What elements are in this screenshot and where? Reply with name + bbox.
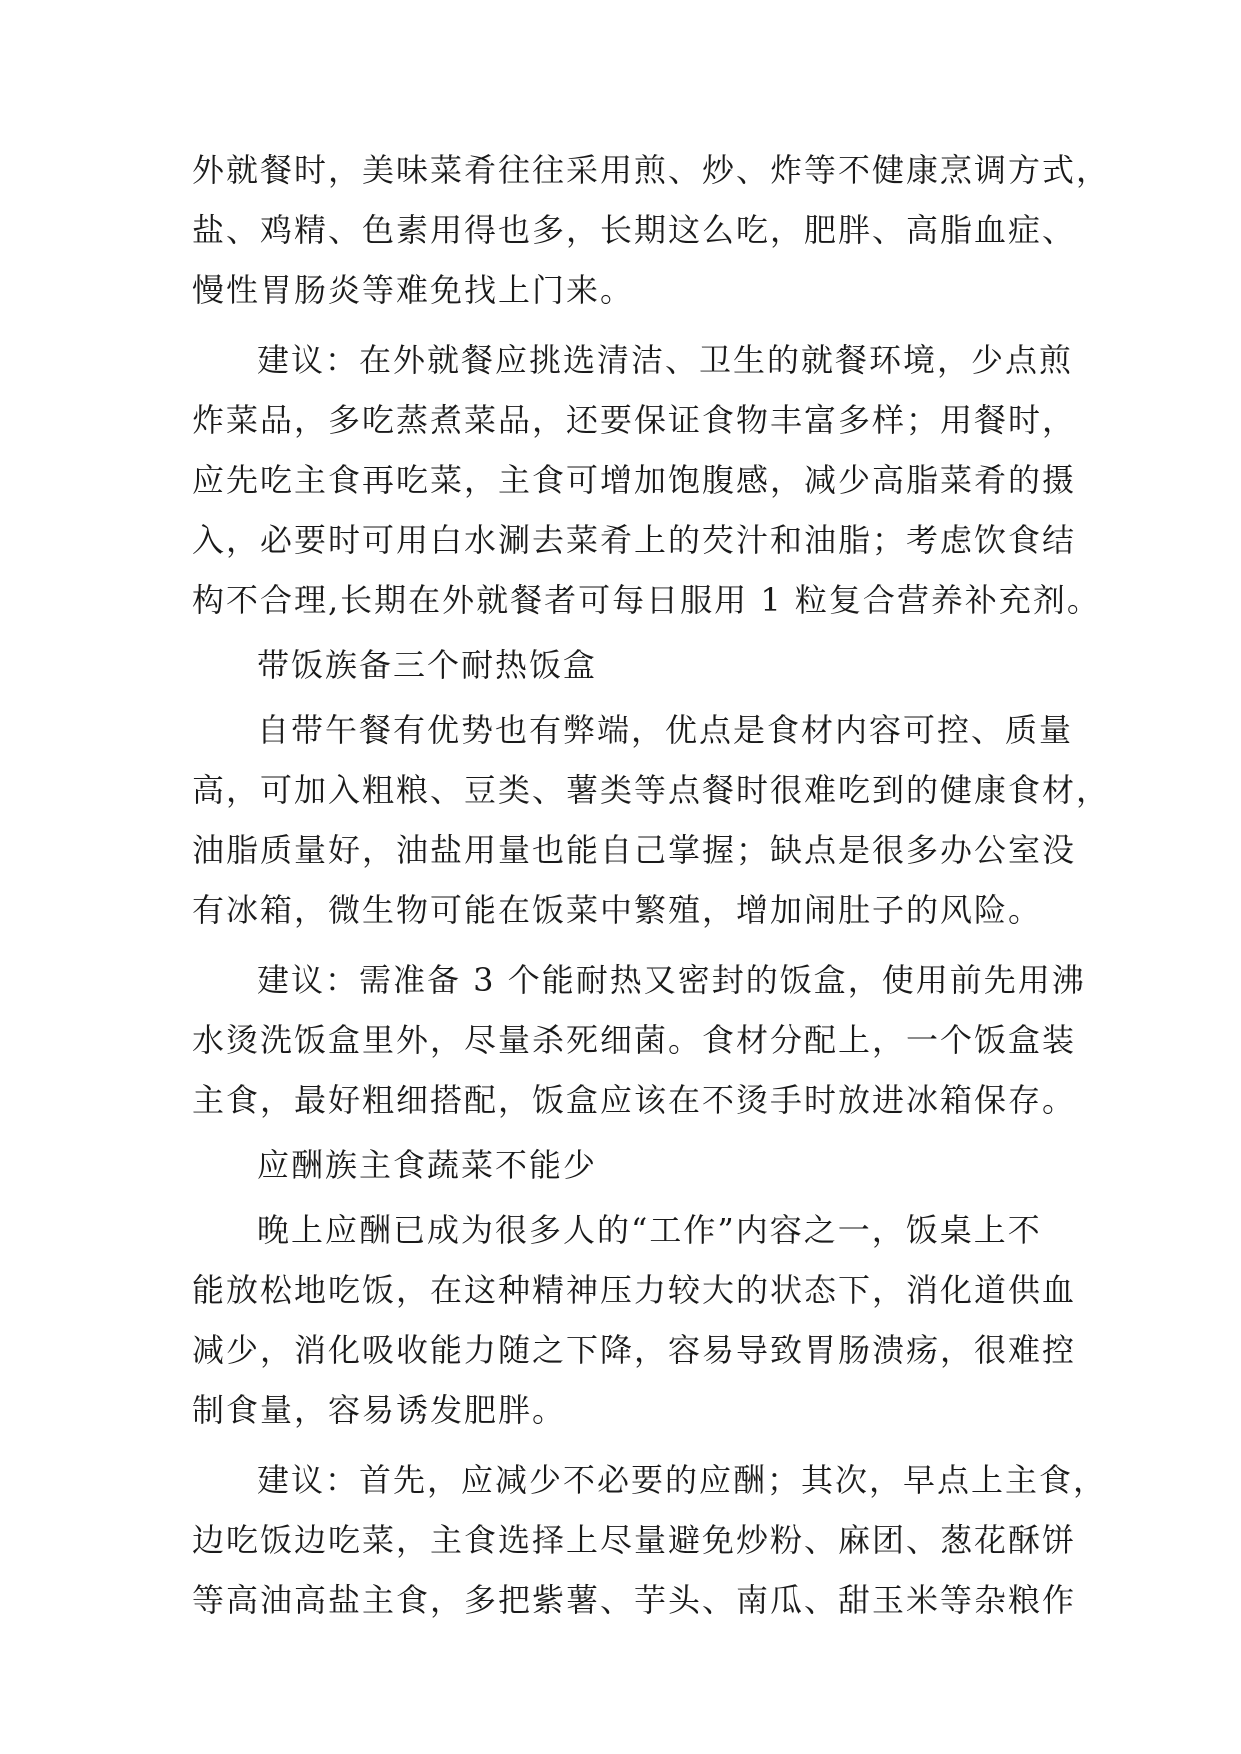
text-line: 建议：需准备 3 个能耐热又密封的饭盒，使用前先用沸 (257, 961, 1086, 999)
text-line: 能放松地吃饭，在这种精神压力较大的状态下，消化道供血 (192, 1271, 1077, 1309)
text-line: 入，必要时可用白水涮去菜肴上的芡汁和油脂；考虑饮食结 (192, 521, 1077, 559)
text-line: 等高油高盐主食，多把紫薯、芋头、南瓜、甜玉米等杂粮作 (192, 1581, 1077, 1619)
section-heading: 应酬族主食蔬菜不能少 (257, 1146, 598, 1184)
text-line: 水烫洗饭盒里外，尽量杀死细菌。食材分配上，一个饭盒装 (192, 1021, 1077, 1059)
text-line: 慢性胃肠炎等难免找上门来。 (192, 271, 635, 309)
text-line: 制食量，容易诱发肥胖。 (192, 1391, 567, 1429)
section-heading: 带饭族备三个耐热饭盒 (257, 646, 598, 684)
text-line: 盐、鸡精、色素用得也多，长期这么吃，肥胖、高脂血症、 (192, 211, 1077, 249)
text-line: 构不合理,长期在外就餐者可每日服用 1 粒复合营养补充剂。 (192, 581, 1101, 619)
text-line: 应先吃主食再吃菜，主食可增加饱腹感，减少高脂菜肴的摄 (192, 461, 1077, 499)
text-line: 晚上应酬已成为很多人的“工作”内容之一，饭桌上不 (257, 1211, 1042, 1249)
text-line: 炸菜品，多吃蒸煮菜品，还要保证食物丰富多样；用餐时， (192, 401, 1077, 439)
text-line: 边吃饭边吃菜，主食选择上尽量避免炒粉、麻团、葱花酥饼 (192, 1521, 1077, 1559)
text-line: 外就餐时，美味菜肴往往采用煎、炒、炸等不健康烹调方式， (192, 151, 1111, 189)
text-line: 油脂质量好，油盐用量也能自己掌握；缺点是很多办公室没 (192, 831, 1077, 869)
text-line: 建议：在外就餐应挑选清洁、卫生的就餐环境，少点煎 (257, 341, 1074, 379)
text-line: 有冰箱，微生物可能在饭菜中繁殖，增加闹肚子的风险。 (192, 891, 1043, 929)
text-line: 高，可加入粗粮、豆类、薯类等点餐时很难吃到的健康食材， (192, 771, 1111, 809)
text-line: 减少，消化吸收能力随之下降，容易导致胃肠溃疡，很难控 (192, 1331, 1077, 1369)
text-line: 自带午餐有优势也有弊端，优点是食材内容可控、质量 (257, 711, 1074, 749)
text-line: 建议：首先，应减少不必要的应酬；其次，早点上主食， (257, 1461, 1108, 1499)
text-line: 主食，最好粗细搭配，饭盒应该在不烫手时放进冰箱保存。 (192, 1081, 1077, 1119)
